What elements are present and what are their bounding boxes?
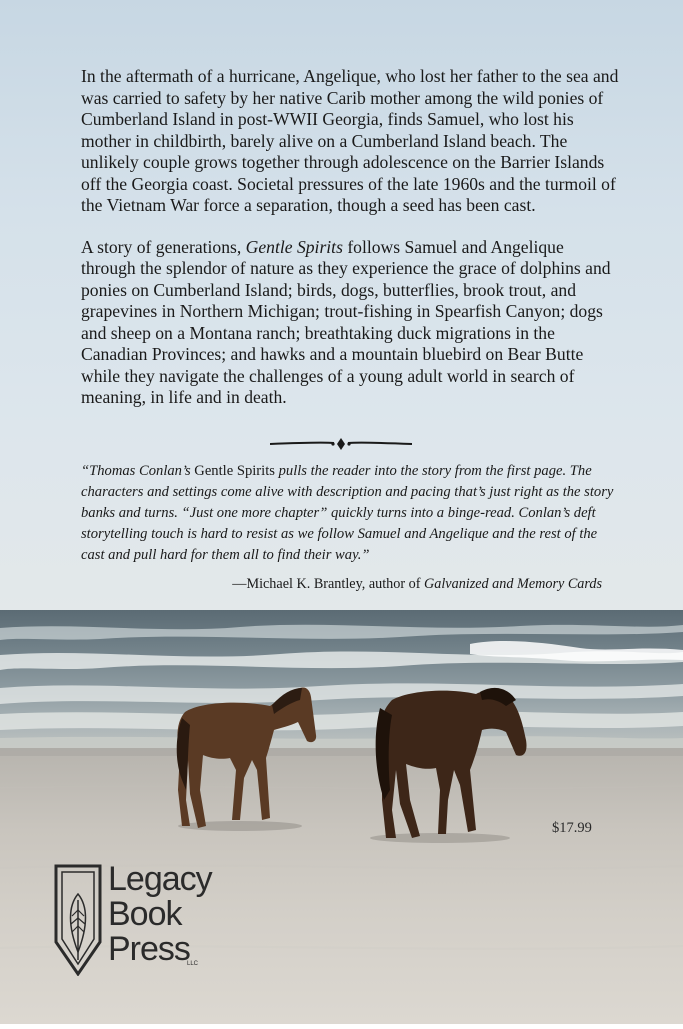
- blurb-p2-body: follows Samuel and Angelique through the splendor of nature as they experience the grace of dolphins and ponies on Cumberland Island; birds, dogs, butterflies, brook trout, and grapevines in Northern Michigan; trout-fishing in Spearfish Canyon; dogs and sheep on a Montana ranch; breathtaking duck migrations in the Canadian Provinces; and hawks and a mountain bluebird on Bear Butte while they navigate the challenges of a young adult world in search of meaning, in life and in death.: [81, 236, 611, 407]
- attribution-author: —Michael K. Brantley, author of: [232, 576, 425, 592]
- publisher-logo: [50, 862, 220, 980]
- horse-right: [370, 688, 527, 843]
- blurb-paragraph-2: [81, 237, 621, 409]
- attribution-titles: Galvanized and Memory Cards: [424, 576, 602, 592]
- quill-pen-nib-icon: [50, 864, 106, 976]
- ornamental-divider-icon: [270, 437, 412, 451]
- quote-body: pulls the reader into the story from the first page. The characters and settings come alive with description and pacing that’s just right as the story banks and turns. “Just one more chapter” quickly turns into a binge-read. Conlan’s deft storytelling touch is hard to resist as we follow Samuel and Angelique and the rest of the cast and pull hard for them all to find their way.”: [81, 463, 614, 563]
- blurb-paragraph-1: In the aftermath of a hurricane, Angelique, who lost her father to the sea and was carried to safety by her native Carib mother among the wild ponies of Cumberland Island in post-WWII Georgia, finds Samuel, who lost his mother in childbirth, barely alive on a Cumberland Island beach. The unlikely couple grows together through adolescence on the Barrier Islands off the Georgia coast. Societal pressures of the late 1960s and the turmoil of the Vietnam War force a separation, though a seed has been cast.: [81, 66, 619, 215]
- horse-left: [177, 687, 316, 831]
- price-label: $17.99: [552, 820, 592, 836]
- publisher-line-3: Press: [108, 930, 190, 968]
- book-title: Gentle Spirits: [245, 236, 343, 257]
- quote-open: “Thomas Conlan’s: [81, 463, 195, 479]
- quote-book-title: Gentle Spirits: [194, 463, 275, 479]
- quote-attribution: [232, 576, 602, 593]
- publisher-llc: LLC: [187, 961, 199, 967]
- publisher-name: [108, 862, 212, 967]
- publisher-line-1: Legacy: [108, 860, 212, 898]
- publisher-line-2: Book: [108, 895, 182, 933]
- review-quote: [81, 461, 621, 566]
- blurb-p2-intro: A story of generations,: [81, 236, 246, 257]
- back-cover-blurb: [81, 66, 621, 429]
